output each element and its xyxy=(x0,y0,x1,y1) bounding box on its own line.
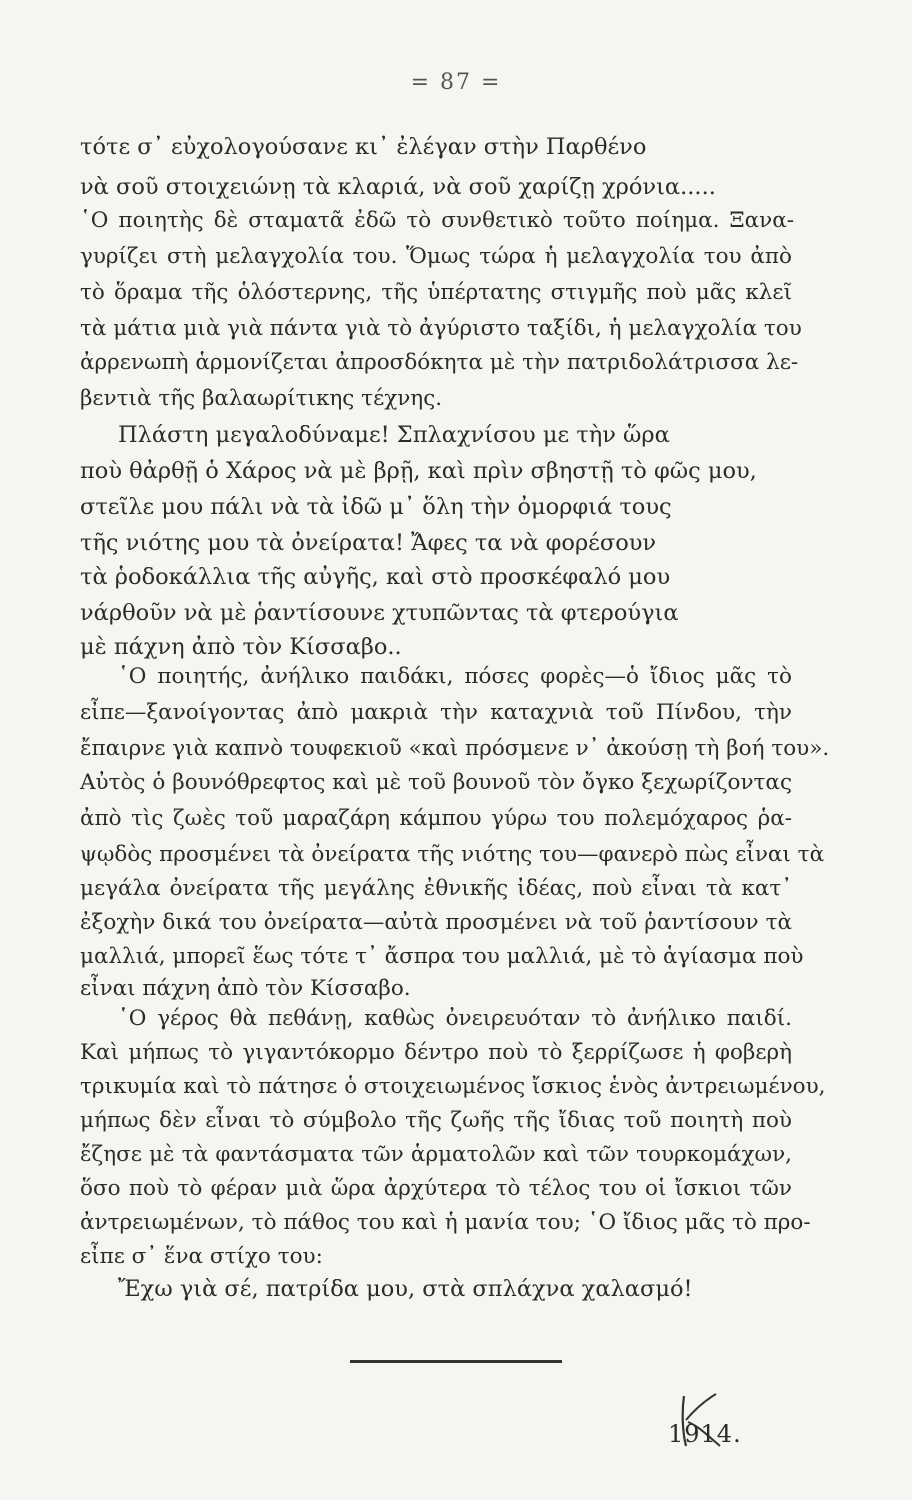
text-line: ῾Ο γέρος θὰ πεθάνῃ, καθὼς ὀνειρευόταν τὸ ἀνήλικο παιδί. xyxy=(118,1006,792,1031)
text-line: ἀντρειωμένων, τὸ πάθος του καὶ ἡ μανία του; ῾Ο ἴδιος μᾶς τὸ προ- xyxy=(80,1210,811,1235)
text-line: ἀρρενωπὴ ἁρμονίζεται ἀπροσδόκητα μὲ τὴν πατριδολάτρισσα λε- xyxy=(80,350,799,375)
verse-line: στεῖλε μου πάλι νὰ τὰ ἰδῶ μ᾽ ὅλη τὴν ὀμορφιά τους xyxy=(80,494,672,520)
verse-line: τῆς νιότης μου τὰ ὀνείρατα! Ἄφες τα νὰ φορέσουν xyxy=(80,530,657,556)
text-line: τὸ ὅραμα τῆς ὁλόστερνης, τῆς ὑπέρτατης στιγμῆς ποὺ μᾶς κλεῖ xyxy=(80,280,792,305)
text-line: ῾Ο ποιητής, ἀνήλικο παιδάκι, πόσες φορὲς—ὁ ἴδιος μᾶς τὸ xyxy=(118,664,792,689)
text-line: εἶναι πάχνη ἀπὸ τὸν Κίσσαβο. xyxy=(80,976,411,1001)
text-line: ἔζησε μὲ τὰ φαντάσματα τῶν ἁρματολῶν καὶ τῶν τουρκομάχων, xyxy=(80,1142,792,1167)
text-line: ψῳδὸς προσμένει τὰ ὀνείρατα τῆς νιότης του—φανερὸ πὼς εἶναι τὰ xyxy=(80,842,825,867)
text-line: ῾Ο ποιητὴς δὲ σταματᾶ ἐδῶ τὸ συνθετικὸ τοῦτο ποίημα. Ξανα- xyxy=(80,208,794,233)
text-line: τρικυμία καὶ τὸ πάτησε ὁ στοιχειωμένος ἴσκιος ἑνὸς ἀντρειωμένου, xyxy=(80,1074,826,1099)
text-line: τότε σ᾽ εὐχολογούσανε κι᾽ ἐλέγαν στὴν Παρθένο xyxy=(80,134,647,160)
divider xyxy=(350,1360,562,1363)
year: 1914. xyxy=(668,1420,742,1448)
text-line: Καὶ μήπως τὸ γιγαντόκορμο δέντρο ποὺ τὸ ξερρίζωσε ἡ φοβερὴ xyxy=(80,1040,792,1065)
text-line: εἶπε—ξανοίγοντας ἀπὸ μακριὰ τὴν καταχνιὰ τοῦ Πίνδου, τὴν xyxy=(80,700,792,725)
text-line: ἔπαιρνε γιὰ καπνὸ τουφεκιοῦ «καὶ πρόσμενε ν᾽ ἀκούσῃ τὴ βοή του». xyxy=(80,736,830,761)
verse-line: νάρθοῦν νὰ μὲ ῥαντίσουνε χτυπῶντας τὰ φτερούγια xyxy=(80,600,679,626)
text-line: ἀπὸ τὶς ζωὲς τοῦ μαραζάρη κάμπου γύρω του πολεμόχαρος ῥα- xyxy=(80,806,792,831)
text-line: τὰ μάτια μιὰ γιὰ πάντα γιὰ τὸ ἀγύριστο ταξίδι, ἡ μελαγχολία του xyxy=(80,316,802,341)
text-line: μαλλιά, μπορεῖ ἕως τότε τ᾽ ἄσπρα του μαλλιά, μὲ τὸ ἁγίασμα ποὺ xyxy=(80,944,804,969)
text-line: μεγάλα ὀνείρατα τῆς μεγάλης ἐθνικῆς ἰδέας, ποὺ εἶναι τὰ κατ᾽ xyxy=(80,876,792,901)
text-line: βεντιὰ τῆς βαλαωρίτικης τέχνης. xyxy=(80,386,443,411)
text-line: νὰ σοῦ στοιχειώνῃ τὰ κλαριά, νὰ σοῦ χαρίζῃ χρόνια..... xyxy=(80,174,716,200)
text-line: εἶπε σ᾽ ἕνα στίχο του: xyxy=(80,1244,323,1269)
verse-line: μὲ πάχνη ἀπὸ τὸν Κίσσαβο.. xyxy=(80,634,402,660)
text-line: Αὐτὸς ὁ βουνόθρεφτος καὶ μὲ τοῦ βουνοῦ τὸν ὄγκο ξεχωρίζοντας xyxy=(80,770,792,795)
text-line: ἐξοχὴν δικά του ὀνείρατα—αὐτὰ προσμένει νὰ τοῦ ῥαντίσουν τὰ xyxy=(80,910,792,935)
text-line: μήπως δὲν εἶναι τὸ σύμβολο τῆς ζωῆς τῆς ἴδιας τοῦ ποιητὴ ποὺ xyxy=(80,1108,792,1133)
verse-line: Πλάστη μεγαλοδύναμε! Σπλαχνίσου με τὴν ὥρα xyxy=(118,422,670,448)
text-line: ὅσο ποὺ τὸ φέραν μιὰ ὥρα ἀρχύτερα τὸ τέλος του οἱ ἴσκιοι τῶν xyxy=(80,1176,792,1201)
verse-line: Ἔχω γιὰ σέ, πατρίδα μου, στὰ σπλάχνα χαλασμό! xyxy=(118,1276,693,1302)
page-number: = 87 = xyxy=(410,70,502,95)
verse-line: τὰ ῥοδοκάλλια τῆς αὐγῆς, καὶ στὸ προσκέφαλό μου xyxy=(80,564,671,590)
verse-line: ποὺ θἀρθῇ ὁ Χάρος νὰ μὲ βρῇ, καὶ πρὶν σβηστῇ τὸ φῶς μου, xyxy=(80,458,757,484)
text-line: γυρίζει στὴ μελαγχολία του. Ὅμως τώρα ἡ μελαγχολία του ἀπὸ xyxy=(80,244,792,269)
